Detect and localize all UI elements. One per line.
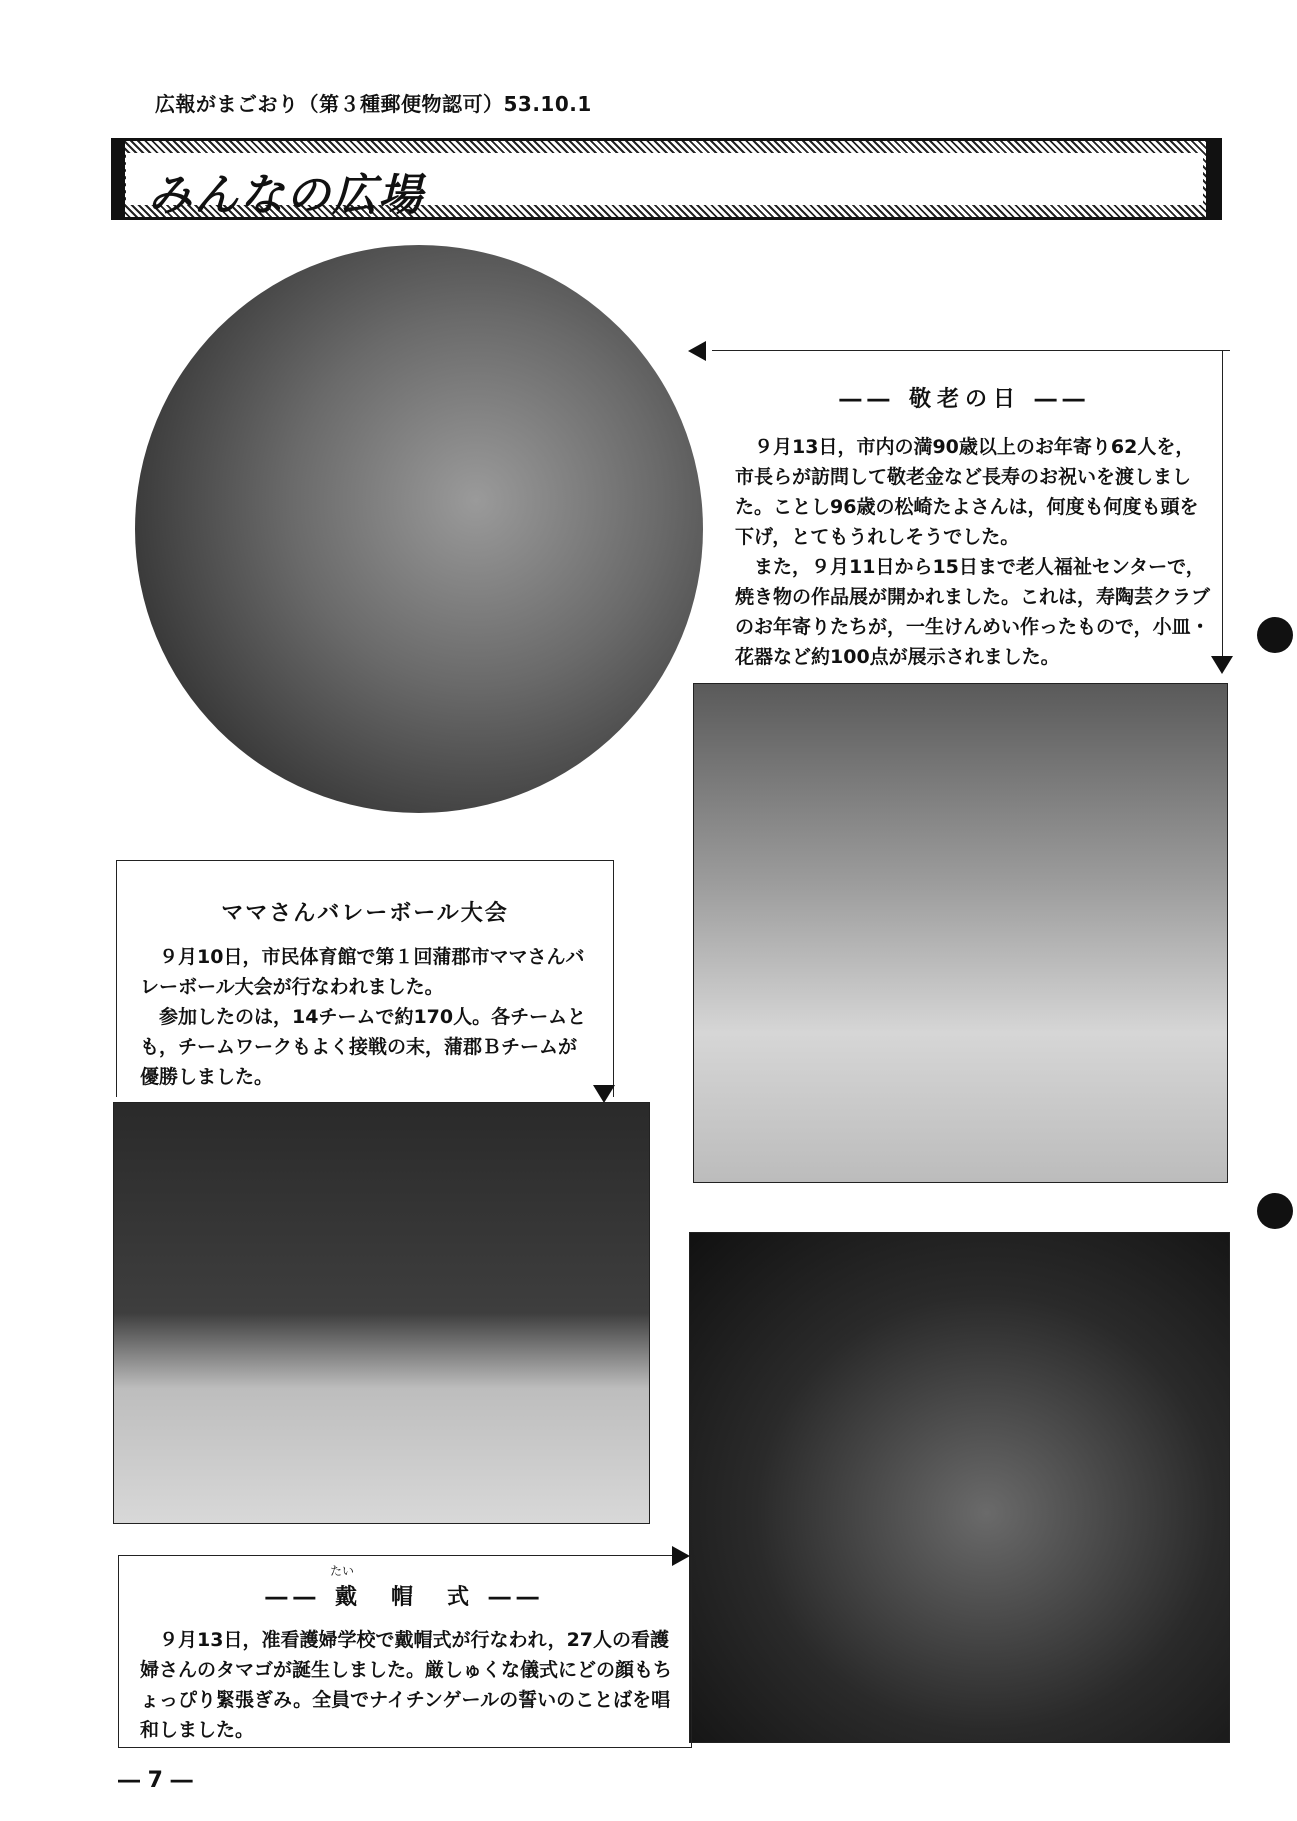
keirou-title: ―― 敬老の日 ――: [839, 387, 1091, 412]
volleyball-paragraph-1: ９月10日，市民体育館で第１回蒲郡市ママさんバレーボール大会が行なわれました。: [140, 946, 585, 998]
bullet-dot-icon: [1257, 1193, 1293, 1229]
keirou-paragraph-2: また，９月11日から15日まで老人福祉センターで，焼き物の作品展が開かれました。これは，寿陶芸クラブのお年寄りたちが，一生けんめい作ったもので，小皿・花器など約100点が展示されました。: [735, 556, 1211, 668]
taibou-ruby: たい: [330, 1564, 355, 1578]
arrow-down-icon: [1211, 656, 1233, 674]
bullet-dot-icon: [1257, 617, 1293, 653]
publication-header: 広報がまごおり（第３種郵便物認可）53.10.1: [155, 92, 592, 116]
page-number: ― 7 ―: [118, 1768, 193, 1793]
volleyball-text: [140, 942, 592, 1092]
elderly-visit-photo: [135, 245, 703, 813]
banner-inner: [126, 153, 1203, 221]
keirou-frame-right: [1222, 350, 1223, 656]
volleyball-match-photo: [113, 1102, 650, 1524]
pottery-exhibition-photo: [693, 683, 1228, 1183]
keirou-frame-top: [712, 350, 1230, 351]
keirou-paragraph-1: ９月13日，市内の満90歳以上のお年寄り62人を，市長らが訪問して敬老金など長寿のお祝いを渡しました。ことし96歳の松崎たよさんは，何度も何度も頭を下げ，とてもうれしそうでした。: [735, 436, 1199, 548]
taibou-title: ―― 戴 帽 式 ――: [265, 1585, 545, 1610]
arrow-down-icon: [593, 1085, 615, 1103]
taibou-paragraph-1: ９月13日，准看護婦学校で戴帽式が行なわれ，27人の看護婦さんのタマゴが誕生しました。厳しゅくな儀式にどの顔もちょっぴり緊張ぎみ。全員でナイチンゲールの誓いのことばを唱和しました。: [140, 1629, 673, 1741]
section-banner: [111, 138, 1222, 220]
banner-left-bar: [111, 138, 125, 217]
capping-ceremony-photo: [689, 1232, 1230, 1743]
volleyball-paragraph-2: 参加したのは，14チームで約170人。各チームとも，チームワークもよく接戦の末，蒲郡Ｂチームが優勝しました。: [140, 1006, 587, 1088]
taibou-text: [140, 1625, 672, 1745]
volleyball-title: ママさんバレーボール大会: [221, 901, 509, 926]
arrow-left-icon: [688, 341, 706, 361]
keirou-text: [735, 432, 1213, 672]
banner-title: みんなの広場: [148, 170, 424, 221]
banner-right-bar: [1206, 138, 1222, 217]
